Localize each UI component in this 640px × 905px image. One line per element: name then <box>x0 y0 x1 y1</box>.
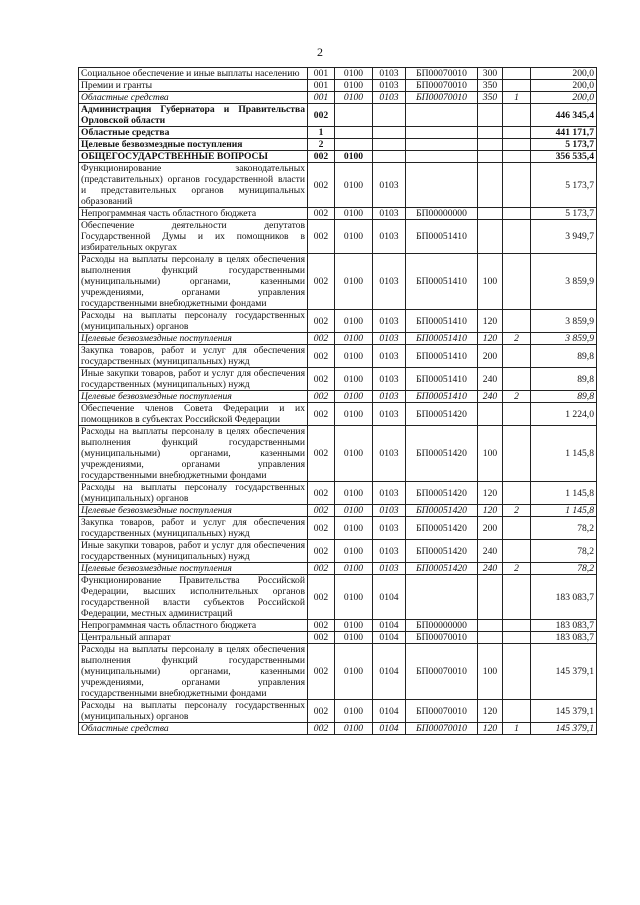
table-row <box>79 644 597 700</box>
row-subsection-code: 0104 <box>373 644 406 700</box>
row-target-article <box>406 151 478 163</box>
table-row <box>79 92 597 104</box>
table-row <box>79 403 597 426</box>
table-row <box>79 368 597 391</box>
row-target-article: БП00051410 <box>406 254 478 310</box>
row-grbs-code: 002 <box>308 505 335 517</box>
row-section-code: 0100 <box>335 540 373 563</box>
row-target-article: БП00051420 <box>406 403 478 426</box>
row-section-code: 0100 <box>335 208 373 220</box>
row-section-code <box>335 104 373 127</box>
row-target-article: БП00051410 <box>406 345 478 368</box>
row-name: Целевые безвозмездные поступления <box>79 505 308 517</box>
row-funding-source <box>503 540 531 563</box>
row-funding-source <box>503 208 531 220</box>
table-row <box>79 575 597 620</box>
row-subsection-code: 0104 <box>373 723 406 735</box>
row-section-code: 0100 <box>335 700 373 723</box>
row-subsection-code: 0103 <box>373 68 406 80</box>
row-expense-type: 350 <box>478 80 503 92</box>
row-name: Целевые безвозмездные поступления <box>79 391 308 403</box>
table-row <box>79 345 597 368</box>
row-expense-type: 300 <box>478 68 503 80</box>
row-funding-source <box>503 403 531 426</box>
row-amount: 89,8 <box>531 345 597 368</box>
row-section-code: 0100 <box>335 403 373 426</box>
row-name: Расходы на выплаты персоналу государственных (муниципальных) органов <box>79 700 308 723</box>
budget-table <box>78 67 597 735</box>
row-amount: 3 859,9 <box>531 310 597 333</box>
row-expense-type: 120 <box>478 723 503 735</box>
row-funding-source <box>503 368 531 391</box>
row-subsection-code: 0104 <box>373 575 406 620</box>
row-funding-source <box>503 575 531 620</box>
row-name: Областные средства <box>79 723 308 735</box>
table-row <box>79 723 597 735</box>
row-name: Расходы на выплаты персоналу государственных (муниципальных) органов <box>79 310 308 333</box>
row-grbs-code: 002 <box>308 700 335 723</box>
row-grbs-code: 002 <box>308 368 335 391</box>
row-section-code <box>335 127 373 139</box>
table-row <box>79 163 597 208</box>
row-grbs-code: 001 <box>308 68 335 80</box>
row-subsection-code: 0103 <box>373 368 406 391</box>
row-expense-type: 120 <box>478 333 503 345</box>
row-name: Расходы на выплаты персоналу государственных (муниципальных) органов <box>79 482 308 505</box>
row-expense-type: 120 <box>478 482 503 505</box>
row-name: Премии и гранты <box>79 80 308 92</box>
row-grbs-code: 002 <box>308 482 335 505</box>
row-name: Закупка товаров, работ и услуг для обеспечения государственных (муниципальных) нужд <box>79 345 308 368</box>
table-row <box>79 80 597 92</box>
row-funding-source <box>503 104 531 127</box>
row-section-code: 0100 <box>335 620 373 632</box>
row-target-article: БП00051420 <box>406 540 478 563</box>
row-grbs-code: 002 <box>308 620 335 632</box>
row-section-code: 0100 <box>335 151 373 163</box>
row-name: Областные средства <box>79 127 308 139</box>
row-subsection-code <box>373 139 406 151</box>
row-subsection-code: 0103 <box>373 482 406 505</box>
row-name: Функционирование законодательных (представительных) органов государственной власти и представительных органов муниципальных образований <box>79 163 308 208</box>
row-amount: 183 083,7 <box>531 620 597 632</box>
row-funding-source <box>503 68 531 80</box>
table-row <box>79 68 597 80</box>
row-section-code: 0100 <box>335 345 373 368</box>
table-row <box>79 220 597 254</box>
row-section-code: 0100 <box>335 80 373 92</box>
row-amount: 3 859,9 <box>531 254 597 310</box>
row-amount: 3 949,7 <box>531 220 597 254</box>
row-section-code: 0100 <box>335 482 373 505</box>
row-name: Целевые безвозмездные поступления <box>79 333 308 345</box>
row-amount: 1 145,8 <box>531 505 597 517</box>
row-grbs-code: 002 <box>308 517 335 540</box>
row-target-article <box>406 163 478 208</box>
row-grbs-code: 002 <box>308 345 335 368</box>
row-target-article <box>406 139 478 151</box>
row-funding-source <box>503 254 531 310</box>
row-section-code: 0100 <box>335 220 373 254</box>
row-amount: 183 083,7 <box>531 575 597 620</box>
row-amount: 200,0 <box>531 68 597 80</box>
row-grbs-code: 002 <box>308 391 335 403</box>
row-expense-type: 240 <box>478 540 503 563</box>
row-subsection-code: 0103 <box>373 310 406 333</box>
row-subsection-code: 0103 <box>373 208 406 220</box>
row-grbs-code: 002 <box>308 104 335 127</box>
row-name: Центральный аппарат <box>79 632 308 644</box>
row-target-article: БП00070010 <box>406 80 478 92</box>
row-amount: 3 859,9 <box>531 333 597 345</box>
table-row <box>79 310 597 333</box>
row-name: Непрограммная часть областного бюджета <box>79 208 308 220</box>
row-grbs-code: 001 <box>308 80 335 92</box>
row-section-code: 0100 <box>335 517 373 540</box>
row-name: Социальное обеспечение и иные выплаты населению <box>79 68 308 80</box>
row-grbs-code: 001 <box>308 92 335 104</box>
row-amount: 200,0 <box>531 80 597 92</box>
row-grbs-code: 002 <box>308 310 335 333</box>
row-grbs-code: 002 <box>308 426 335 482</box>
row-section-code: 0100 <box>335 92 373 104</box>
row-target-article: БП00070010 <box>406 700 478 723</box>
row-subsection-code: 0103 <box>373 563 406 575</box>
row-section-code: 0100 <box>335 644 373 700</box>
row-section-code: 0100 <box>335 563 373 575</box>
row-expense-type: 120 <box>478 505 503 517</box>
row-target-article: БП00070010 <box>406 92 478 104</box>
row-funding-source <box>503 220 531 254</box>
row-amount: 78,2 <box>531 540 597 563</box>
row-funding-source <box>503 80 531 92</box>
row-target-article: БП00051420 <box>406 426 478 482</box>
row-expense-type <box>478 403 503 426</box>
row-expense-type: 200 <box>478 345 503 368</box>
row-amount: 200,0 <box>531 92 597 104</box>
row-expense-type: 350 <box>478 92 503 104</box>
row-name: Непрограммная часть областного бюджета <box>79 620 308 632</box>
row-amount: 1 145,8 <box>531 482 597 505</box>
table-row <box>79 151 597 163</box>
row-expense-type <box>478 104 503 127</box>
row-target-article <box>406 127 478 139</box>
table-row <box>79 208 597 220</box>
row-funding-source: 2 <box>503 563 531 575</box>
row-funding-source <box>503 127 531 139</box>
row-target-article: БП00070010 <box>406 68 478 80</box>
row-section-code: 0100 <box>335 333 373 345</box>
row-grbs-code: 002 <box>308 540 335 563</box>
row-grbs-code: 002 <box>308 220 335 254</box>
row-grbs-code: 002 <box>308 723 335 735</box>
row-funding-source <box>503 139 531 151</box>
row-funding-source <box>503 345 531 368</box>
row-funding-source <box>503 163 531 208</box>
row-expense-type <box>478 163 503 208</box>
row-subsection-code: 0103 <box>373 163 406 208</box>
row-target-article: БП00051410 <box>406 368 478 391</box>
row-section-code: 0100 <box>335 505 373 517</box>
row-amount: 145 379,1 <box>531 644 597 700</box>
row-expense-type: 200 <box>478 517 503 540</box>
row-name: Функционирование Правительства Российской Федерации, высших исполнительных органов государственной власти субъектов Российской Федерации, местных администраций <box>79 575 308 620</box>
row-grbs-code: 002 <box>308 163 335 208</box>
row-subsection-code: 0103 <box>373 80 406 92</box>
row-name: Закупка товаров, работ и услуг для обеспечения государственных (муниципальных) нужд <box>79 517 308 540</box>
row-subsection-code: 0103 <box>373 517 406 540</box>
row-subsection-code: 0103 <box>373 540 406 563</box>
row-target-article: БП00070010 <box>406 644 478 700</box>
row-subsection-code: 0103 <box>373 345 406 368</box>
row-expense-type <box>478 220 503 254</box>
row-name: Администрация Губернатора и Правительства Орловской области <box>79 104 308 127</box>
row-section-code: 0100 <box>335 575 373 620</box>
row-funding-source <box>503 517 531 540</box>
row-grbs-code: 002 <box>308 208 335 220</box>
table-row <box>79 563 597 575</box>
row-amount: 5 173,7 <box>531 163 597 208</box>
row-expense-type: 100 <box>478 426 503 482</box>
row-name: Расходы на выплаты персоналу в целях обеспечения выполнения функций государственными (муниципальными) органами, казенными учреждениями, органами управления государственными внебюджетными фондами <box>79 254 308 310</box>
row-target-article: БП00051410 <box>406 220 478 254</box>
row-target-article: БП00051420 <box>406 517 478 540</box>
row-amount: 5 173,7 <box>531 139 597 151</box>
row-expense-type: 120 <box>478 700 503 723</box>
row-subsection-code: 0103 <box>373 333 406 345</box>
row-funding-source <box>503 426 531 482</box>
row-name: Иные закупки товаров, работ и услуг для обеспечения государственных (муниципальных) нужд <box>79 540 308 563</box>
row-target-article <box>406 575 478 620</box>
table-row <box>79 254 597 310</box>
row-section-code: 0100 <box>335 426 373 482</box>
row-funding-source <box>503 482 531 505</box>
table-row <box>79 333 597 345</box>
row-expense-type: 240 <box>478 391 503 403</box>
row-name: ОБЩЕГОСУДАРСТВЕННЫЕ ВОПРОСЫ <box>79 151 308 163</box>
row-expense-type: 100 <box>478 644 503 700</box>
row-subsection-code: 0103 <box>373 254 406 310</box>
row-expense-type <box>478 127 503 139</box>
row-expense-type: 240 <box>478 563 503 575</box>
table-row <box>79 517 597 540</box>
row-grbs-code: 002 <box>308 333 335 345</box>
row-target-article: БП00051420 <box>406 563 478 575</box>
row-amount: 1 224,0 <box>531 403 597 426</box>
row-funding-source <box>503 632 531 644</box>
row-funding-source <box>503 310 531 333</box>
row-section-code: 0100 <box>335 310 373 333</box>
row-name: Расходы на выплаты персоналу в целях обеспечения выполнения функций государственными (муниципальными) органами, казенными учреждениями, органами управления государственными внебюджетными фондами <box>79 644 308 700</box>
row-funding-source <box>503 620 531 632</box>
row-grbs-code: 002 <box>308 563 335 575</box>
row-subsection-code <box>373 104 406 127</box>
row-subsection-code: 0103 <box>373 403 406 426</box>
row-funding-source <box>503 700 531 723</box>
row-expense-type <box>478 620 503 632</box>
row-name: Областные средства <box>79 92 308 104</box>
row-amount: 78,2 <box>531 563 597 575</box>
row-funding-source: 2 <box>503 505 531 517</box>
table-row <box>79 540 597 563</box>
row-section-code: 0100 <box>335 254 373 310</box>
row-target-article: БП00051420 <box>406 482 478 505</box>
row-target-article: БП00070010 <box>406 723 478 735</box>
row-grbs-code: 2 <box>308 139 335 151</box>
row-subsection-code: 0103 <box>373 505 406 517</box>
row-subsection-code: 0103 <box>373 426 406 482</box>
row-subsection-code: 0104 <box>373 700 406 723</box>
row-name: Расходы на выплаты персоналу в целях обеспечения выполнения функций государственными (муниципальными) органами, казенными учреждениями, органами управления государственными внебюджетными фондами <box>79 426 308 482</box>
row-funding-source: 2 <box>503 391 531 403</box>
row-funding-source: 1 <box>503 723 531 735</box>
row-target-article: БП00051420 <box>406 505 478 517</box>
row-name: Обеспечение членов Совета Федерации и их помощников в субъектах Российской Федерации <box>79 403 308 426</box>
row-target-article: БП00000000 <box>406 620 478 632</box>
row-target-article: БП00000000 <box>406 208 478 220</box>
row-section-code: 0100 <box>335 723 373 735</box>
row-name: Иные закупки товаров, работ и услуг для обеспечения государственных (муниципальных) нужд <box>79 368 308 391</box>
row-amount: 5 173,7 <box>531 208 597 220</box>
table-row <box>79 505 597 517</box>
page-number: 2 <box>317 45 323 59</box>
row-amount: 183 083,7 <box>531 632 597 644</box>
row-subsection-code: 0104 <box>373 632 406 644</box>
table-row <box>79 139 597 151</box>
row-grbs-code: 002 <box>308 254 335 310</box>
row-amount: 89,8 <box>531 368 597 391</box>
row-amount: 145 379,1 <box>531 723 597 735</box>
row-name: Обеспечение деятельности депутатов Государственной Думы и их помощников в избирательных округах <box>79 220 308 254</box>
row-funding-source <box>503 151 531 163</box>
row-target-article: БП00070010 <box>406 632 478 644</box>
table-row <box>79 482 597 505</box>
row-grbs-code: 1 <box>308 127 335 139</box>
row-amount: 356 535,4 <box>531 151 597 163</box>
row-grbs-code: 002 <box>308 151 335 163</box>
row-section-code: 0100 <box>335 163 373 208</box>
row-name: Целевые безвозмездные поступления <box>79 563 308 575</box>
row-target-article: БП00051410 <box>406 333 478 345</box>
row-amount: 1 145,8 <box>531 426 597 482</box>
table-row <box>79 620 597 632</box>
table-row <box>79 632 597 644</box>
row-funding-source: 2 <box>503 333 531 345</box>
row-name: Целевые безвозмездные поступления <box>79 139 308 151</box>
row-grbs-code: 002 <box>308 575 335 620</box>
row-expense-type: 120 <box>478 310 503 333</box>
row-expense-type <box>478 139 503 151</box>
row-expense-type <box>478 575 503 620</box>
row-target-article: БП00051410 <box>406 310 478 333</box>
row-section-code <box>335 139 373 151</box>
row-expense-type <box>478 208 503 220</box>
row-expense-type: 240 <box>478 368 503 391</box>
row-target-article <box>406 104 478 127</box>
row-subsection-code: 0104 <box>373 620 406 632</box>
row-expense-type <box>478 151 503 163</box>
row-amount: 145 379,1 <box>531 700 597 723</box>
row-grbs-code: 002 <box>308 632 335 644</box>
row-section-code: 0100 <box>335 368 373 391</box>
row-subsection-code: 0103 <box>373 220 406 254</box>
table-row <box>79 700 597 723</box>
row-amount: 446 345,4 <box>531 104 597 127</box>
row-amount: 441 171,7 <box>531 127 597 139</box>
row-grbs-code: 002 <box>308 644 335 700</box>
table-row <box>79 104 597 127</box>
row-target-article: БП00051410 <box>406 391 478 403</box>
row-funding-source <box>503 644 531 700</box>
table-row <box>79 391 597 403</box>
row-grbs-code: 002 <box>308 403 335 426</box>
row-expense-type <box>478 632 503 644</box>
row-funding-source: 1 <box>503 92 531 104</box>
row-section-code: 0100 <box>335 68 373 80</box>
row-amount: 78,2 <box>531 517 597 540</box>
row-expense-type: 100 <box>478 254 503 310</box>
row-section-code: 0100 <box>335 391 373 403</box>
table-body <box>79 68 597 735</box>
row-subsection-code: 0103 <box>373 391 406 403</box>
row-section-code: 0100 <box>335 632 373 644</box>
row-subsection-code <box>373 127 406 139</box>
table-row <box>79 426 597 482</box>
row-subsection-code <box>373 151 406 163</box>
row-amount: 89,8 <box>531 391 597 403</box>
table-row <box>79 127 597 139</box>
row-subsection-code: 0103 <box>373 92 406 104</box>
